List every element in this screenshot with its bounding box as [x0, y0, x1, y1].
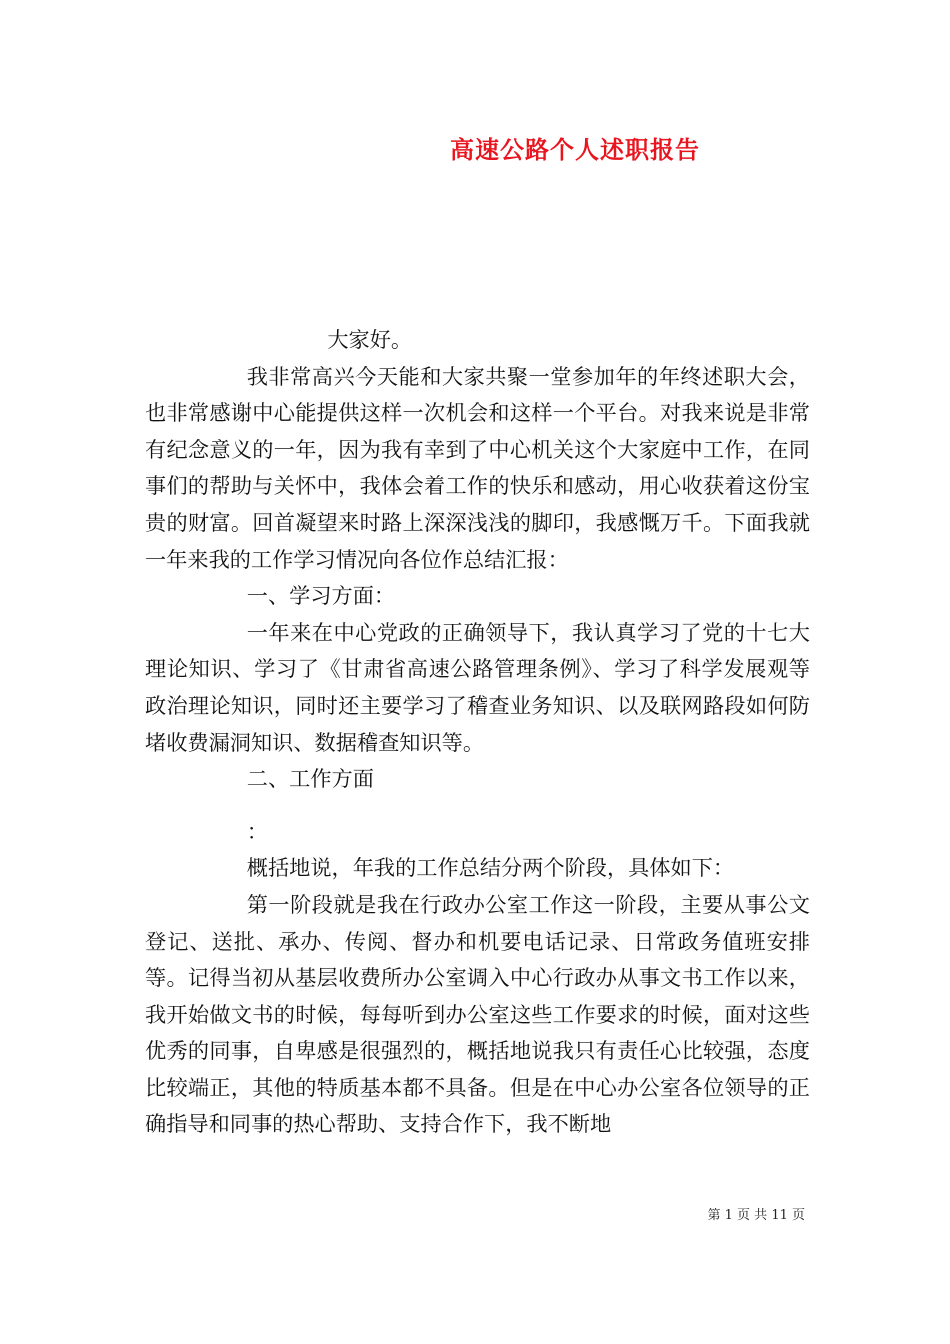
document-title: 高速公路个人述职报告	[450, 135, 700, 164]
page-footer: 第 1 页 共 11 页	[707, 1208, 805, 1223]
heading-work-colon: ：	[246, 818, 268, 844]
paragraph-intro: 我非常高兴今天能和大家共聚一堂参加年的年终述职大会，也非常感谢中心能提供这样一次机会和这样一个平台。对我来说是非常有纪念意义的一年，因为我有幸到了中心机关这个大家庭中工作，在同事们的帮助与关怀中，我体会着工作的快乐和感动，用心收获着这份宝贵的财富。回首凝望来时路上深深浅浅的脚印，我感慨万千。下面我就一年来我的工作学习情况向各位作总结汇报：	[145, 363, 810, 572]
paragraph-summary: 概括地说，年我的工作总结分两个阶段，具体如下：	[246, 855, 735, 881]
heading-work: 二、工作方面	[246, 766, 374, 792]
paragraph-stage-one: 第一阶段就是我在行政办公室工作这一阶段，主要从事公文登记、送批、承办、传阅、督办和机要电话记录、日常政务值班安排等。记得当初从基层收费所办公室调入中心行政办从事文书工作以来，我开始做文书的时候，每每听到办公室这些工作要求的时候，面对这些优秀的同事，自卑感是很强烈的，概括地说我只有责任心比较强，态度比较端正，其他的特质基本都不具备。但是在中心办公室各位领导的正确指导和同事的热心帮助、支持合作下，我不断地	[145, 891, 810, 1137]
paragraph-study: 一年来在中心党政的正确领导下，我认真学习了党的十七大理论知识、学习了《甘肃省高速公路管理条例》、学习了科学发展观等政治理论知识，同时还主要学习了稽查业务知识、以及联网路段如何防堵收费漏洞知识、数据稽查知识等。	[145, 619, 810, 755]
paragraph-greeting: 大家好。	[327, 327, 413, 352]
heading-study: 一、学习方面：	[246, 583, 396, 609]
document-body	[145, 322, 810, 1143]
